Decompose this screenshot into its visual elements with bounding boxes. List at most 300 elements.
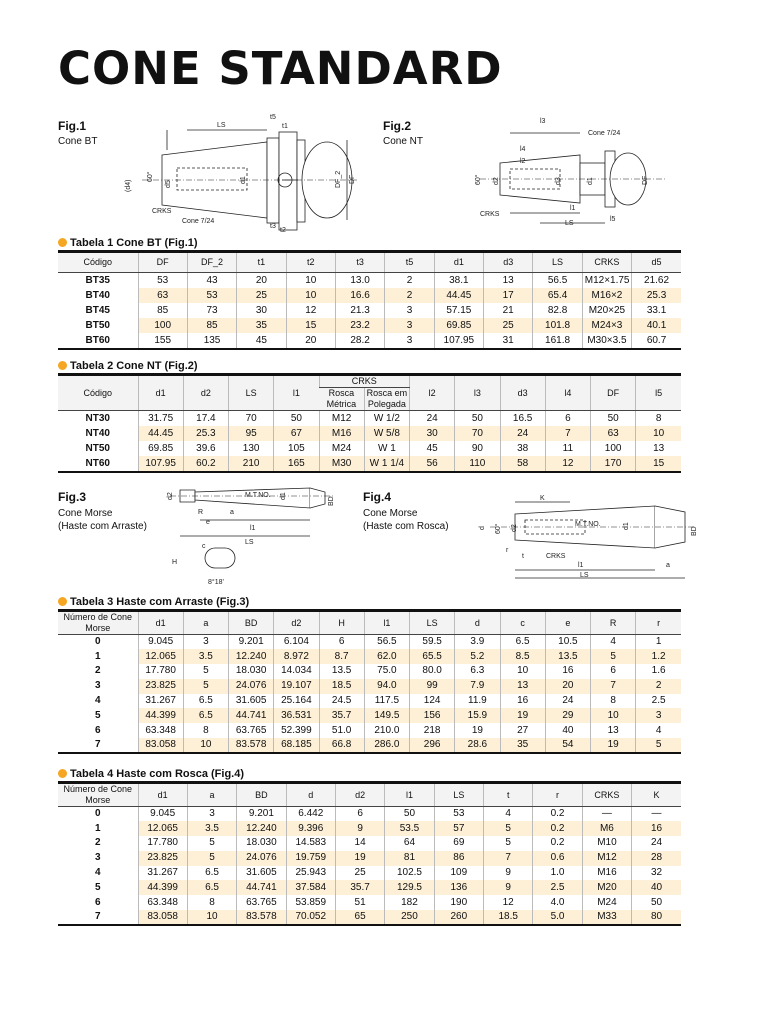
table-cell: 6 (335, 807, 384, 822)
table-cell: 100 (591, 441, 636, 456)
column-header: l2 (410, 375, 455, 411)
fig1-title: Fig.1 (58, 119, 87, 133)
table-cell: 296 (410, 738, 455, 753)
table-cell: M16 (582, 866, 631, 881)
table-cell: 3 (636, 708, 681, 723)
table-cell: 100 (138, 318, 187, 333)
svg-text:K: K (540, 495, 545, 502)
table-cell: 8 (591, 694, 636, 709)
table-row (58, 426, 681, 441)
table-cell: 9.201 (229, 635, 274, 650)
table-cell: 11 (545, 441, 590, 456)
table-cell: 3.5 (187, 821, 236, 836)
table-cell: 35 (237, 318, 286, 333)
table-cell: 44.45 (138, 426, 183, 441)
table-cell: 8 (183, 723, 228, 738)
table-cell: M16 (319, 426, 364, 441)
row-label: 0 (58, 807, 138, 822)
svg-text:l2: l2 (520, 158, 526, 165)
table-cell: 156 (410, 708, 455, 723)
table-cell: M20×25 (582, 303, 631, 318)
table-cell: 7 (591, 679, 636, 694)
row-label: NT50 (58, 441, 138, 456)
table-cell: 13 (500, 679, 545, 694)
table3-haste-arraste (58, 609, 681, 754)
table-cell: 57 (434, 821, 483, 836)
table-cell: 29 (545, 708, 590, 723)
table-cell: 40.1 (632, 318, 681, 333)
table-cell: 16 (632, 821, 681, 836)
svg-text:d5: d5 (165, 180, 172, 188)
svg-text:a: a (666, 562, 670, 569)
table-cell: 44.741 (229, 708, 274, 723)
table-cell: 63.348 (138, 723, 183, 738)
column-header: l1 (385, 783, 434, 807)
table-cell: 70 (455, 426, 500, 441)
column-header: d (455, 611, 500, 635)
table-cell: 69.85 (434, 318, 483, 333)
table-cell: 3 (385, 303, 434, 318)
table-cell: 31.267 (138, 694, 183, 709)
table-cell: 44.399 (138, 708, 183, 723)
fig4-morse-rosca-diagram (470, 492, 700, 584)
column-header: K (632, 783, 681, 807)
page-title: CONE STANDARD (58, 42, 503, 95)
table-cell: 9 (484, 880, 533, 895)
table-cell: 12 (545, 456, 590, 472)
table-cell: 51.0 (319, 723, 364, 738)
column-header: DF (138, 252, 187, 273)
column-header: BD (229, 611, 274, 635)
column-header: d3 (500, 375, 545, 411)
row-label: NT40 (58, 426, 138, 441)
table-cell: 5 (636, 738, 681, 753)
table-cell: M24 (319, 441, 364, 456)
svg-text:d: d (479, 526, 486, 530)
table-cell: 39.6 (183, 441, 228, 456)
svg-text:t2: t2 (280, 227, 286, 234)
table-cell: 21 (484, 303, 533, 318)
svg-text:M.T.NO.: M.T.NO. (245, 492, 271, 499)
row-label: BT35 (58, 273, 138, 289)
table-cell: 107.95 (138, 456, 183, 472)
table-cell: 24.076 (237, 851, 286, 866)
column-header: r (533, 783, 582, 807)
row-label: 3 (58, 679, 138, 694)
svg-text:l4: l4 (520, 146, 526, 153)
table-cell: M12 (319, 411, 364, 427)
table-cell: 107.95 (434, 333, 483, 349)
svg-text:CRKS: CRKS (152, 208, 172, 215)
table-cell: 7.9 (455, 679, 500, 694)
table-cell: 20 (237, 273, 286, 289)
table-cell: M10 (582, 836, 631, 851)
svg-text:Cone 7/24: Cone 7/24 (588, 130, 621, 137)
table-cell: 23.825 (138, 851, 187, 866)
row-label: 2 (58, 664, 138, 679)
table-row (58, 649, 681, 664)
column-header: d2 (183, 375, 228, 411)
table-cell: 43 (187, 273, 236, 289)
table-cell: 260 (434, 910, 483, 925)
table-cell: 130 (229, 441, 274, 456)
svg-text:60°: 60° (475, 174, 482, 185)
table-cell: 2 (636, 679, 681, 694)
column-header: d2 (274, 611, 319, 635)
svg-text:DF: DF (349, 174, 356, 184)
column-header: c (500, 611, 545, 635)
column-header: t1 (237, 252, 286, 273)
table-cell: 38.1 (434, 273, 483, 289)
row-label: BT40 (58, 288, 138, 303)
table-cell: 31.75 (138, 411, 183, 427)
table-cell: 69 (434, 836, 483, 851)
table-cell: 40 (632, 880, 681, 895)
svg-text:d3: d3 (555, 177, 562, 185)
bullet-icon (58, 769, 67, 778)
table3-caption: Tabela 3 Haste com Arraste (Fig.3) (58, 596, 249, 608)
table-row (58, 895, 681, 910)
table-cell: 13.5 (319, 664, 364, 679)
column-header: l5 (636, 375, 681, 411)
table-cell: M30×3.5 (582, 333, 631, 349)
table-cell: 10 (286, 288, 335, 303)
table-cell: 9 (335, 821, 384, 836)
table-cell: 7 (545, 426, 590, 441)
svg-text:t: t (522, 553, 524, 560)
table-cell: 9.396 (286, 821, 335, 836)
table-cell: 161.8 (533, 333, 582, 349)
table-cell: 129.5 (385, 880, 434, 895)
table-cell: 10 (183, 738, 228, 753)
table-cell: 25 (237, 288, 286, 303)
row-label: 4 (58, 694, 138, 709)
table-cell: 67 (274, 426, 319, 441)
column-header: l3 (455, 375, 500, 411)
table-cell: M30 (319, 456, 364, 472)
table-cell: 83.578 (237, 910, 286, 925)
table-cell: 25 (335, 866, 384, 881)
svg-text:t5: t5 (270, 114, 276, 121)
table-cell: 37.584 (286, 880, 335, 895)
table-cell: 12.065 (138, 821, 187, 836)
fig2-cone-nt-diagram (470, 113, 670, 233)
row-label: NT30 (58, 411, 138, 427)
table-cell: 30 (410, 426, 455, 441)
table-cell: 218 (410, 723, 455, 738)
table-cell: 62.0 (364, 649, 409, 664)
table-row (58, 318, 681, 333)
table2-caption: Tabela 2 Cone NT (Fig.2) (58, 360, 198, 372)
table-cell: 16 (500, 694, 545, 709)
table-cell: 50 (591, 411, 636, 427)
table-cell: 8 (636, 411, 681, 427)
table-cell: 105 (274, 441, 319, 456)
table-cell: 63.348 (138, 895, 187, 910)
svg-text:DF: DF (642, 175, 649, 185)
table-cell: 53 (138, 273, 187, 289)
table-cell: 24 (632, 836, 681, 851)
svg-text:t1: t1 (282, 123, 288, 130)
table-cell: 5 (183, 664, 228, 679)
column-header: d1 (138, 783, 187, 807)
table-cell: 66.8 (319, 738, 364, 753)
table-row (58, 851, 681, 866)
svg-text:60°: 60° (495, 523, 502, 534)
row-label: NT60 (58, 456, 138, 472)
svg-text:l1: l1 (570, 205, 576, 212)
column-header: Número de Cone Morse (58, 783, 138, 807)
svg-text:d2: d2 (493, 177, 500, 185)
table-cell: 50 (455, 411, 500, 427)
table-cell: 38 (500, 441, 545, 456)
table-cell: M20 (582, 880, 631, 895)
table-cell: M6 (582, 821, 631, 836)
svg-text:Cone 7/24: Cone 7/24 (182, 218, 215, 225)
table-cell: 86 (434, 851, 483, 866)
svg-text:CRKS: CRKS (480, 211, 500, 218)
table-cell: 4.0 (533, 895, 582, 910)
column-subheader: Rosca Métrica (319, 388, 364, 411)
column-header: t5 (385, 252, 434, 273)
table-cell: 17.4 (183, 411, 228, 427)
table-cell: 12 (286, 303, 335, 318)
table-cell: 5.2 (455, 649, 500, 664)
svg-text:d2: d2 (511, 524, 518, 532)
fig1-cone-bt-diagram (122, 110, 362, 235)
table-row (58, 303, 681, 318)
table-cell: 3.5 (183, 649, 228, 664)
table-cell: 18.030 (237, 836, 286, 851)
table-row (58, 836, 681, 851)
table-cell: 35.7 (319, 708, 364, 723)
table-cell: 6 (591, 664, 636, 679)
column-header: DF_2 (187, 252, 236, 273)
table-cell: 3 (385, 333, 434, 349)
table-row (58, 866, 681, 881)
table-cell: 210 (229, 456, 274, 472)
fig4-title: Fig.4 (363, 490, 392, 504)
table-cell: 0.2 (533, 807, 582, 822)
column-header: d3 (484, 252, 533, 273)
table-cell: 10 (286, 273, 335, 289)
table-cell: 170 (591, 456, 636, 472)
table-cell: 85 (187, 318, 236, 333)
column-header: Número de Cone Morse (58, 611, 138, 635)
column-header: CRKS (319, 375, 410, 388)
svg-text:8°18': 8°18' (208, 579, 224, 586)
table-row (58, 910, 681, 925)
table4-haste-rosca (58, 781, 681, 926)
column-header: a (187, 783, 236, 807)
svg-text:d1: d1 (280, 492, 287, 500)
column-header: l1 (274, 375, 319, 411)
column-header: d1 (138, 611, 183, 635)
table-row (58, 333, 681, 349)
table-cell: 6.5 (187, 880, 236, 895)
table-cell: 53.5 (385, 821, 434, 836)
table-cell: 25.3 (632, 288, 681, 303)
bullet-icon (58, 361, 67, 370)
table-cell: 5 (187, 836, 236, 851)
column-header: H (319, 611, 364, 635)
table-cell: 8 (187, 895, 236, 910)
table4-caption: Tabela 4 Haste com Rosca (Fig.4) (58, 768, 244, 780)
svg-text:d1: d1 (240, 176, 247, 184)
table-cell: 25 (484, 318, 533, 333)
table-cell: 10 (636, 426, 681, 441)
table-cell: 81 (385, 851, 434, 866)
table-cell: 24 (545, 694, 590, 709)
row-label: 4 (58, 866, 138, 881)
table-cell: 12.240 (229, 649, 274, 664)
table-cell: 80.0 (410, 664, 455, 679)
table-cell: 19 (500, 708, 545, 723)
table-row (58, 723, 681, 738)
table-cell: 35.7 (335, 880, 384, 895)
fig1-ls-label: LS (217, 122, 226, 129)
table-cell: 5 (183, 679, 228, 694)
table-row (58, 635, 681, 650)
table-cell: 50 (632, 895, 681, 910)
table-row (58, 880, 681, 895)
table-cell: 63.765 (229, 723, 274, 738)
table-cell: 75.0 (364, 664, 409, 679)
table-cell: 56.5 (364, 635, 409, 650)
table-cell: 286.0 (364, 738, 409, 753)
table-cell: 13 (591, 723, 636, 738)
table-cell: 136 (434, 880, 483, 895)
table-cell: 64 (385, 836, 434, 851)
table-cell: 58 (500, 456, 545, 472)
table-cell: 9.201 (237, 807, 286, 822)
table-cell: 3.9 (455, 635, 500, 650)
fig1-subtitle: Cone BT (58, 136, 98, 147)
table-cell: 149.5 (364, 708, 409, 723)
table-cell: 31.605 (237, 866, 286, 881)
bullet-icon (58, 597, 67, 606)
column-header: e (545, 611, 590, 635)
column-header: d1 (434, 252, 483, 273)
table-cell: 54 (545, 738, 590, 753)
table-cell: 56.5 (533, 273, 582, 289)
table-cell: 24.076 (229, 679, 274, 694)
column-header: LS (410, 611, 455, 635)
table-cell: 12.065 (138, 649, 183, 664)
table-cell: 3 (183, 635, 228, 650)
table-cell: 25.943 (286, 866, 335, 881)
svg-text:a: a (230, 509, 234, 516)
fig2-title: Fig.2 (383, 119, 412, 133)
table-cell: 210.0 (364, 723, 409, 738)
table-cell: 24 (500, 426, 545, 441)
table-cell: 2 (385, 288, 434, 303)
table-cell: 10 (591, 708, 636, 723)
svg-text:BD: BD (691, 526, 698, 536)
svg-text:c: c (202, 543, 206, 550)
table-cell: 18.030 (229, 664, 274, 679)
table-cell: M24 (582, 895, 631, 910)
table-cell: 24 (410, 411, 455, 427)
column-header: r (636, 611, 681, 635)
table-cell: 9 (484, 866, 533, 881)
table-row (58, 288, 681, 303)
table-cell: 70 (229, 411, 274, 427)
row-label: 6 (58, 895, 138, 910)
table-row (58, 456, 681, 472)
table-cell: 16 (545, 664, 590, 679)
svg-text:H: H (172, 559, 178, 566)
table-cell: 28 (632, 851, 681, 866)
table-cell: 6.104 (274, 635, 319, 650)
svg-text:l1: l1 (578, 562, 584, 569)
row-label: 5 (58, 880, 138, 895)
table-cell: 17 (484, 288, 533, 303)
table-cell: 0.6 (533, 851, 582, 866)
table1-cone-bt (58, 250, 681, 350)
table-cell: W 1 1/4 (364, 456, 409, 472)
table-cell: 4 (636, 723, 681, 738)
table-cell: 14 (335, 836, 384, 851)
table-cell: W 1 (364, 441, 409, 456)
table-cell: 59.5 (410, 635, 455, 650)
table-cell: 1.6 (636, 664, 681, 679)
row-label: 7 (58, 910, 138, 925)
table-cell: 3 (385, 318, 434, 333)
table-cell: 53.859 (286, 895, 335, 910)
column-header: CRKS (582, 783, 631, 807)
table-cell: 135 (187, 333, 236, 349)
table-cell: 1.0 (533, 866, 582, 881)
table-cell: 13.5 (545, 649, 590, 664)
table-cell: 50 (385, 807, 434, 822)
table-cell: 101.8 (533, 318, 582, 333)
column-header: Código (58, 375, 138, 411)
column-header: Código (58, 252, 138, 273)
bullet-icon (58, 238, 67, 247)
table-cell: 32 (632, 866, 681, 881)
table-cell: M12 (582, 851, 631, 866)
table-cell: 1.2 (636, 649, 681, 664)
table-cell: 56 (410, 456, 455, 472)
table-cell: 6.5 (187, 866, 236, 881)
table-cell: 11.9 (455, 694, 500, 709)
table-cell: 80 (632, 910, 681, 925)
table-cell: 13 (636, 441, 681, 456)
table-row (58, 664, 681, 679)
table-cell: 2 (385, 273, 434, 289)
table-cell: 6.5 (500, 635, 545, 650)
column-header: d (286, 783, 335, 807)
table-cell: 65 (335, 910, 384, 925)
table-cell: 31.267 (138, 866, 187, 881)
table-cell: 25.164 (274, 694, 319, 709)
table-cell: 5 (187, 851, 236, 866)
table-cell: 10 (187, 910, 236, 925)
table-cell: 6.5 (183, 694, 228, 709)
table-cell: 15 (286, 318, 335, 333)
table-cell: 250 (385, 910, 434, 925)
table-cell: 25.3 (183, 426, 228, 441)
column-header: LS (229, 375, 274, 411)
table-cell: 36.531 (274, 708, 319, 723)
table-cell: 13 (484, 273, 533, 289)
column-header: l4 (545, 375, 590, 411)
svg-text:M.T.NO.: M.T.NO. (575, 521, 601, 528)
row-label: 1 (58, 821, 138, 836)
table-cell: 21.3 (335, 303, 384, 318)
svg-text:(d4): (d4) (125, 179, 132, 192)
